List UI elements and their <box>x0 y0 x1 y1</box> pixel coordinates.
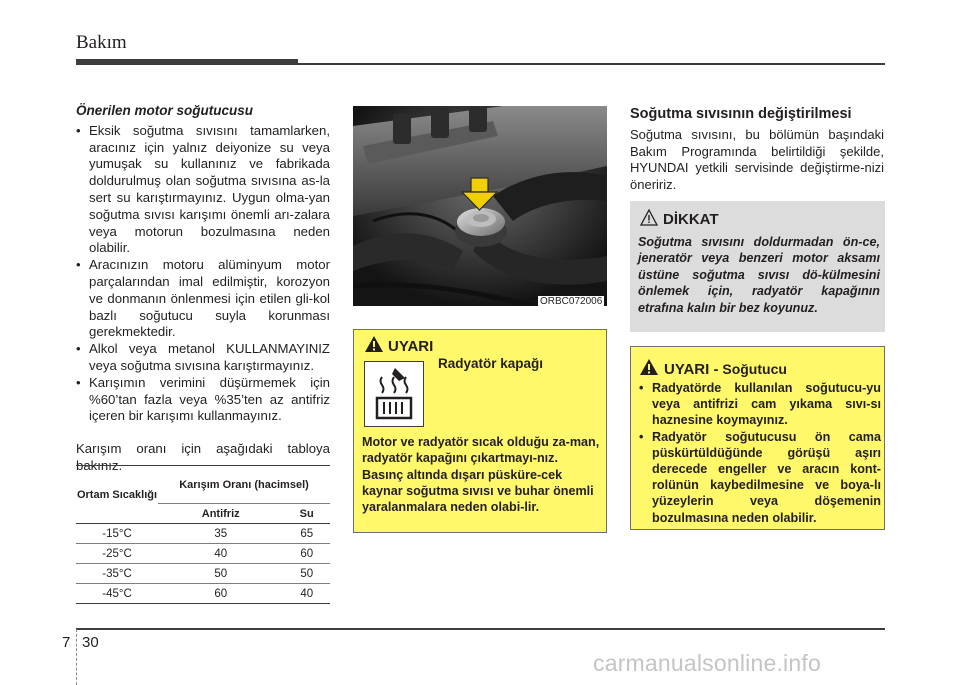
table-intro-text: Karışım oranı için aşağıdaki tabloya bakınız. <box>76 441 330 473</box>
cell-antifreeze: 35 <box>158 524 283 544</box>
warning-text: Motor ve radyatör sıcak olduğu za-man, radyatör kapağını çıkartmayı-nız. Basınç altında dışarı püsküre-cek kaynar soğutma sıvısı ve buhar önemli yaralanmalara neden olabi-lir. <box>362 435 600 515</box>
warning-triangle-icon <box>639 358 659 376</box>
caution-triangle-icon <box>640 209 658 226</box>
warning-subtitle: Radyatör kapağı <box>438 356 544 371</box>
left-column <box>76 103 330 475</box>
cell-temp: -25°C <box>76 544 158 564</box>
mixture-ratio-table <box>76 465 330 604</box>
chapter-number: 7 <box>62 634 71 651</box>
cell-antifreeze: 50 <box>158 564 283 584</box>
cell-water: 40 <box>283 584 330 604</box>
list-item: • Alkol veya metanol KULLANMAYINIZ veya soğutma sıvısına karıştırmayınız. <box>76 341 330 375</box>
page-header-title: Bakım <box>76 32 127 53</box>
header-antifreeze: Antifriz <box>158 504 283 524</box>
header-rule-thin <box>298 63 885 65</box>
radiator-cap-hot-icon <box>364 361 424 427</box>
warning-title <box>664 361 787 378</box>
warning-bullet-list <box>639 380 881 526</box>
image-caption: ORBC072006 <box>540 296 603 307</box>
caution-title: DİKKAT <box>663 211 719 228</box>
header-mixture-ratio: Karışım Oranı (hacimsel) <box>158 466 330 504</box>
section-body: Soğutma sıvısını, bu bölümün başındaki Bakım Programında belirtildiği şekilde, HYUNDAI yetkili servisinde değiştirme-nizi öneririz. <box>630 127 884 192</box>
cell-antifreeze: 60 <box>158 584 283 604</box>
section-subheading: Önerilen motor soğutucusu <box>76 103 254 118</box>
cell-water: 65 <box>283 524 330 544</box>
footer-divider <box>76 629 77 685</box>
list-item: • Eksik soğutma sıvısını tamamlarken, aracınız için yalnız deiyonize su veya yumuşak su kullanınız ve fabrikada doldurulmuş olan soğutma sıvısına as-la sert su karıştırmayınız. Uygun olma-yan soğutma sıvısı karışımı önemli arı-zalara veya motorun bozulmasına neden olabilir. <box>76 123 330 257</box>
cell-antifreeze: 40 <box>158 544 283 564</box>
table-header-row <box>76 466 330 504</box>
footer-rule <box>76 628 885 630</box>
warning-title-sub: Soğutucu <box>718 361 787 377</box>
cell-temp: -15°C <box>76 524 158 544</box>
table-row <box>76 584 330 604</box>
warning-radiator-cap-box <box>353 329 607 533</box>
table-row <box>76 524 330 544</box>
header-water: Su <box>283 504 330 524</box>
list-item: • Aracınızın motoru alüminyum motor parçalarından imal edilmiştir, korozyon ve donmanın önlenmesi için etilen gli-kol bazlı soğutucu suyla korunması gerekmektedir. <box>76 257 330 341</box>
engine-bay-photo <box>353 106 607 306</box>
warning-title: UYARI <box>388 338 434 355</box>
warning-triangle-icon <box>364 335 384 353</box>
section-title: Soğutma sıvısının değiştirilmesi <box>630 106 852 122</box>
cell-temp: -45°C <box>76 584 158 604</box>
table-row <box>76 544 330 564</box>
list-item: • Radyatörde kullanılan soğutucu-yu veya antifrizi cam yıkama sıvı-sı haznesine koymayınız. <box>639 380 881 429</box>
list-item: • Radyatör soğutucusu ön cama püskürtüldüğünde görüşü aşırı derecede engeller ve aracın kont-rolünün kaybedilmesine ve boya-lı yüzeylerin veya döşemenin bozulmasına neden olabilir. <box>639 429 881 526</box>
coolant-bullet-list <box>76 123 330 425</box>
cell-water: 50 <box>283 564 330 584</box>
watermark: carmanualsonline.info <box>593 650 821 676</box>
page-number: 30 <box>82 634 99 651</box>
header-ambient-temp: Ortam Sıcaklığı <box>76 466 158 524</box>
caution-box <box>630 201 885 332</box>
caution-text: Soğutma sıvısını doldurmadan ön-ce, jeneratör veya benzeri motor aksamı üstüne soğutma sıvısı dö-külmesini önlemek için, radyatör kapağının etrafına kalın bir bez koyunuz. <box>638 235 880 315</box>
header-rule-thick <box>76 59 298 65</box>
warning-title-label: UYARI - <box>664 361 719 378</box>
cell-temp: -35°C <box>76 564 158 584</box>
warning-coolant-box <box>630 346 885 530</box>
table-row <box>76 564 330 584</box>
cell-water: 60 <box>283 544 330 564</box>
engine-illustration <box>353 106 607 306</box>
list-item: • Karışımın verimini düşürmemek için %60’tan fazla veya %35’ten az antifriz içeren bir karışımı kullanmayınız. <box>76 375 330 425</box>
